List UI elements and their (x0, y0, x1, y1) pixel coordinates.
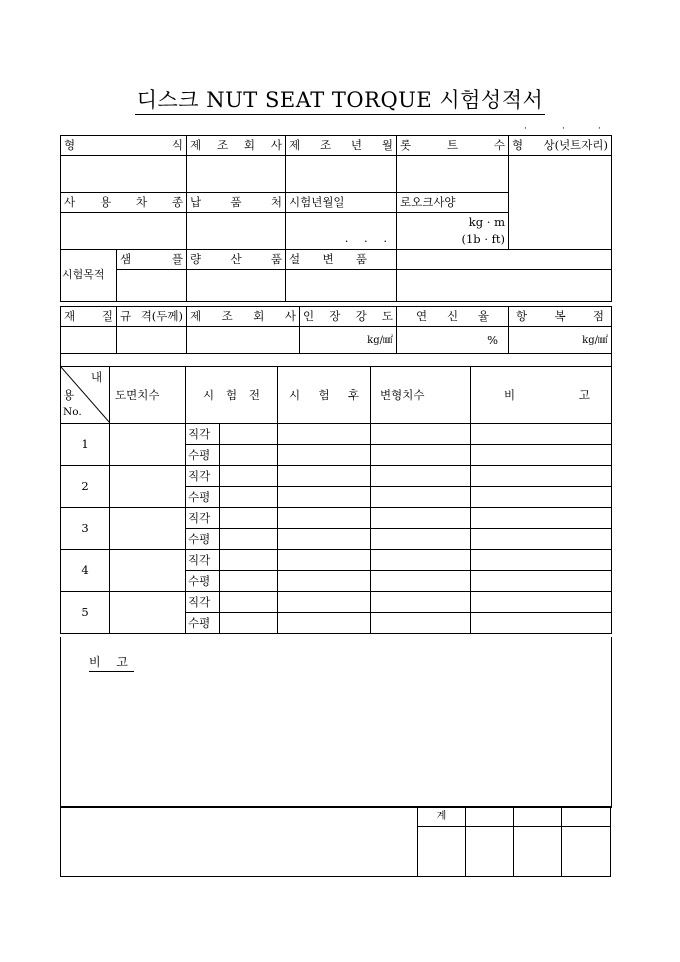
value-elongation[interactable]: % (397, 327, 509, 354)
note-cell[interactable] (471, 445, 612, 466)
purpose-extra-value[interactable] (397, 270, 612, 302)
after-test-cell[interactable] (278, 571, 371, 592)
purpose-changed-value[interactable] (286, 270, 397, 302)
sign-box-3[interactable] (562, 827, 611, 877)
results-table (60, 366, 612, 634)
note-cell[interactable] (471, 424, 612, 445)
deform-dim-cell[interactable] (371, 424, 471, 445)
table-row (61, 424, 612, 445)
purpose-label: 시험목적 (61, 250, 117, 302)
remarks-box[interactable] (60, 637, 612, 808)
material-table (60, 306, 612, 367)
before-test-cell[interactable] (220, 424, 278, 445)
sub-label-vertical: 직각 (186, 466, 220, 487)
note-cell[interactable] (471, 550, 612, 571)
table-row (61, 508, 612, 529)
before-test-cell[interactable] (220, 487, 278, 508)
value-yield[interactable]: kg/㎟ (509, 327, 612, 354)
header-drawing-dim: 도면치수 (110, 367, 186, 424)
sign-label: 계 (418, 807, 466, 827)
note-cell[interactable] (471, 529, 612, 550)
header-maker2: 제 조 회 사 (187, 307, 300, 327)
sign-header-1 (466, 807, 514, 827)
sub-label-horizontal: 수평 (186, 487, 220, 508)
deform-dim-cell[interactable] (371, 571, 471, 592)
purpose-changed: 설 변 품 (286, 250, 397, 270)
header-delivery: 납 품 처 (187, 193, 286, 213)
sub-label-vertical: 직각 (186, 508, 220, 529)
after-test-cell[interactable] (278, 550, 371, 571)
drawing-dim-cell[interactable] (110, 508, 186, 550)
corner-cell: 내 용 No. (61, 367, 110, 424)
row-number: 5 (61, 592, 110, 634)
value-made-date[interactable] (286, 156, 397, 193)
purpose-extra[interactable] (397, 250, 612, 270)
sub-label-vertical: 직각 (186, 424, 220, 445)
after-test-cell[interactable] (278, 487, 371, 508)
before-test-cell[interactable] (220, 466, 278, 487)
drawing-dim-cell[interactable] (110, 592, 186, 634)
sign-box-0[interactable] (418, 827, 466, 877)
before-test-cell[interactable] (220, 508, 278, 529)
row-number: 3 (61, 508, 110, 550)
header-material: 재 질 (61, 307, 117, 327)
after-test-cell[interactable] (278, 592, 371, 613)
header-after-test: 시 험 후 (278, 367, 371, 424)
value-type[interactable] (61, 156, 187, 193)
header-lot: 롯 트 수 (397, 136, 509, 156)
after-test-cell[interactable] (278, 529, 371, 550)
header-lock-spec: 로오크사양 (397, 193, 509, 213)
after-test-cell[interactable] (278, 424, 371, 445)
sub-label-vertical: 직각 (186, 550, 220, 571)
row-number: 4 (61, 550, 110, 592)
spacer-row (61, 354, 612, 367)
value-maker2[interactable] (187, 327, 300, 354)
note-cell[interactable] (471, 592, 612, 613)
before-test-cell[interactable] (220, 529, 278, 550)
value-material[interactable] (61, 327, 117, 354)
purpose-mass: 량 산 품 (187, 250, 286, 270)
deform-dim-cell[interactable] (371, 550, 471, 571)
note-cell[interactable] (471, 613, 612, 634)
sub-label-vertical: 직각 (186, 592, 220, 613)
drawing-dim-cell[interactable] (110, 550, 186, 592)
before-test-cell[interactable] (220, 550, 278, 571)
note-cell[interactable] (471, 487, 612, 508)
sign-blank (61, 807, 418, 877)
deform-dim-cell[interactable] (371, 592, 471, 613)
value-spec[interactable] (117, 327, 187, 354)
deform-dim-cell[interactable] (371, 529, 471, 550)
deform-dim-cell[interactable] (371, 613, 471, 634)
deform-dim-cell[interactable] (371, 508, 471, 529)
note-cell[interactable] (471, 571, 612, 592)
purpose-sample-value[interactable] (117, 270, 187, 302)
header-elongation: 연 신 율 (397, 307, 509, 327)
header-deform-dim: 변형치수 (371, 367, 471, 424)
info-table (60, 135, 612, 302)
after-test-cell[interactable] (278, 445, 371, 466)
before-test-cell[interactable] (220, 592, 278, 613)
sub-label-horizontal: 수평 (186, 529, 220, 550)
remarks-label: 비 고 (89, 653, 134, 672)
drawing-dim-cell[interactable] (110, 466, 186, 508)
purpose-mass-value[interactable] (187, 270, 286, 302)
value-test-date[interactable]: . . . (286, 213, 397, 250)
header-spec: 규 격(두께) (117, 307, 187, 327)
after-test-cell[interactable] (278, 613, 371, 634)
header-vehicle: 사 용 차 종 (61, 193, 187, 213)
before-test-cell[interactable] (220, 613, 278, 634)
sign-box-1[interactable] (466, 827, 514, 877)
dot: · (524, 124, 527, 134)
sub-label-horizontal: 수평 (186, 445, 220, 466)
header-tensile: 인 장 강 도 (300, 307, 397, 327)
row-number: 2 (61, 466, 110, 508)
sign-header-2 (514, 807, 562, 827)
value-shape[interactable] (509, 156, 612, 250)
header-shape: 형 상(넛트자리) (509, 136, 612, 156)
before-test-cell[interactable] (220, 445, 278, 466)
value-delivery[interactable] (187, 213, 286, 250)
table-row (61, 466, 612, 487)
purpose-sample: 샘 플 (117, 250, 187, 270)
note-cell[interactable] (471, 508, 612, 529)
header-made-date: 제 조 년 월 (286, 136, 397, 156)
header-test-date: 시험년월일 (286, 193, 397, 213)
header-before-test: 시 험 전 (186, 367, 278, 424)
sign-header-3 (562, 807, 611, 827)
value-maker[interactable] (187, 156, 286, 193)
value-vehicle[interactable] (61, 213, 187, 250)
sign-table (60, 806, 611, 877)
deform-dim-cell[interactable] (371, 466, 471, 487)
header-type: 형 식 (61, 136, 187, 156)
dot: · (598, 124, 601, 134)
note-cell[interactable] (471, 466, 612, 487)
table-row (61, 550, 612, 571)
table-row (61, 592, 612, 613)
sign-box-2[interactable] (514, 827, 562, 877)
value-lot[interactable] (397, 156, 509, 193)
deform-dim-cell[interactable] (371, 445, 471, 466)
sub-label-horizontal: 수평 (186, 613, 220, 634)
deform-dim-cell[interactable] (371, 487, 471, 508)
before-test-cell[interactable] (220, 571, 278, 592)
document-title: 디스크 NUT SEAT TORQUE 시험성적서 (0, 84, 680, 114)
header-note: 비 고 (471, 367, 612, 424)
drawing-dim-cell[interactable] (110, 424, 186, 466)
value-tensile[interactable]: kg/㎟ (300, 327, 397, 354)
after-test-cell[interactable] (278, 466, 371, 487)
after-test-cell[interactable] (278, 508, 371, 529)
header-maker: 제 조 회 사 (187, 136, 286, 156)
dot: · (562, 124, 565, 134)
sub-label-horizontal: 수평 (186, 571, 220, 592)
row-number: 1 (61, 424, 110, 466)
header-yield: 항 복 점 (509, 307, 612, 327)
value-lock-spec[interactable]: kg · m (1b · ft) (397, 213, 509, 250)
